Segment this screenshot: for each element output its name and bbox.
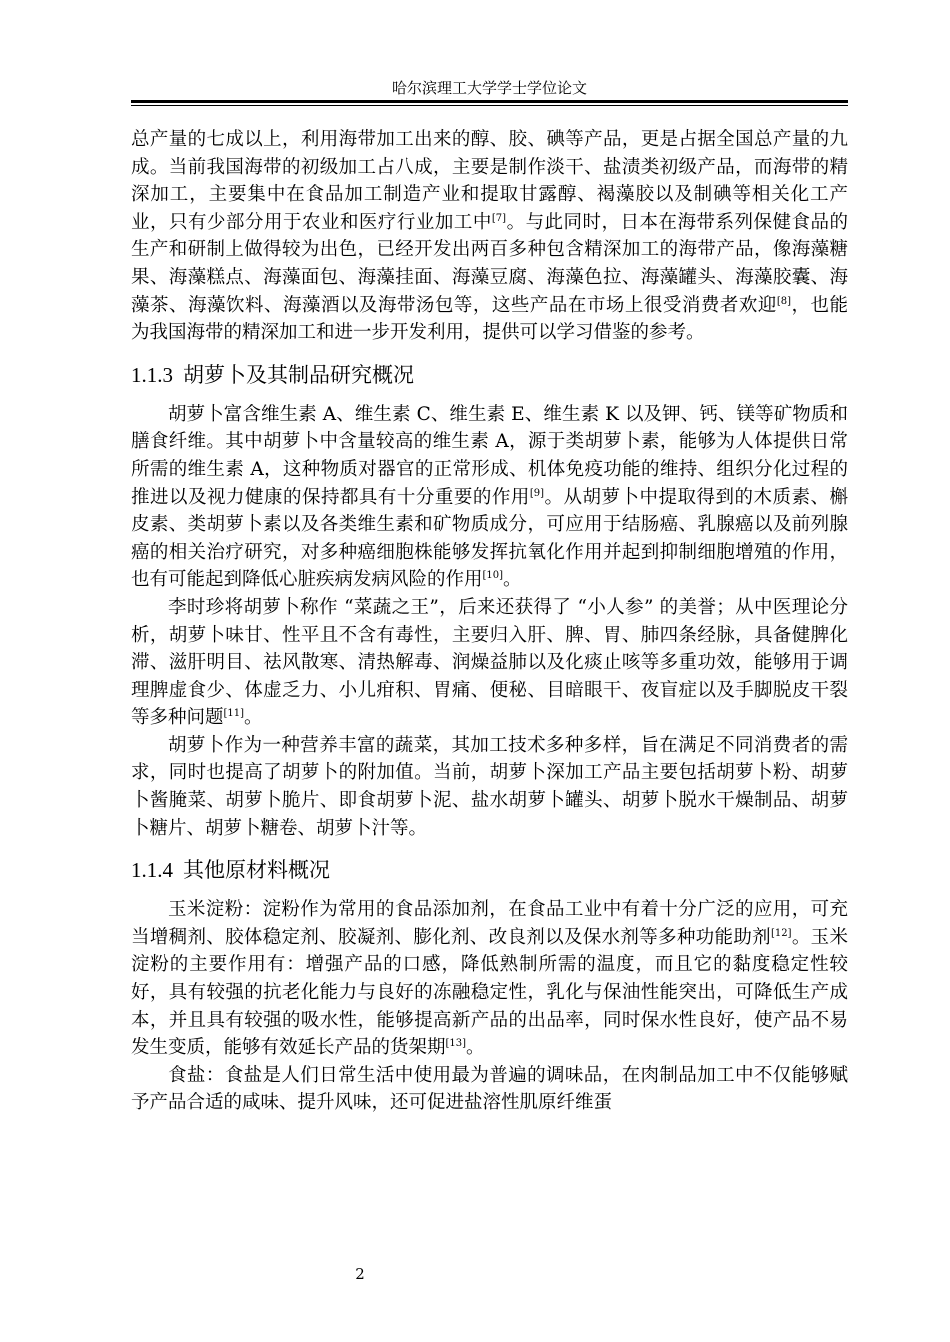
citation-ref: [12] [770,927,792,939]
citation-ref: [10] [482,570,504,582]
intro-paragraph: 总产量的七成以上，利用海带加工出来的醇、胶、碘等产品，更是占据全国总产量的九成。当前我国海带的初级加工占八成，主要是制作淡干、盐渍类初级产品，而海带的精深加工，主要集中在食品加工制造产业和提取甘露醇、褐藻胶以及制碘等相关化工产业，只有少部分用于农业和医疗行业加工中[7]。与此同时，日本在海带系列保健食品的生产和研制上做得较为出色，已经开发出两百多种包含精深加工的海带产品，像海藻糖果、海藻糕点、海藻面包、海藻挂面、海藻豆腐、海藻色拉、海藻罐头、海藻胶囊、海藻茶、海藻饮料、海藻酒以及海带汤包等，这些产品在市场上很受消费者欢迎[8]，也能为我国海带的精深加工和进一步开发利用，提供可以学习借鉴的参考。 [131,129,848,344]
paragraph-corn-starch: 玉米淀粉：淀粉作为常用的食品添加剂，在食品工业中有着十分广泛的应用，可充当增稠剂、胶体稳定剂、胶凝剂、膨化剂、改良剂以及保水剂等多种功能助剂[12]。玉米淀粉的主要作用有：增强产品的口感，降低熟制所需的温度，而且它的黏度稳定性较好，具有较强的抗老化能力与良好的冻融稳定性，乳化与保油性能突出，可降低生产成本，并且具有较强的吸水性，能够提高新产品的出品率，同时保水性良好，使产品不易发生变质，能够有效延长产品的货架期[13]。 [131,899,848,1059]
section-number: 1.1.4 [131,858,173,883]
page-body [131,126,848,1117]
paragraph-carrot-nutrition: 胡萝卜富含维生素 A、维生素 C、维生素 E、维生素 K 以及钾、钙、镁等矿物质和膳食纤维。其中胡萝卜中含量较高的维生素 A，源于类胡萝卜素，能够为人体提供日常所需的维生素 A，这种物质对器官的正常形成、机体免疫功能的维持、组织分化过程的推进以及视力健康的保持都具有十分重要的作用[9]。从胡萝卜中提取得到的木质素、槲皮素、类胡萝卜素以及各类维生素和矿物质成分，可应用于结肠癌、乳腺癌以及前列腺癌的相关治疗研究，对多种癌细胞株能够发挥抗氧化作用并起到抑制细胞增殖的作用，也有可能起到降低心脏疾病发病风险的作用[10]。 [131,403,848,591]
section-heading-1-1-4 [131,856,848,884]
header-rule-thin [131,105,848,106]
paragraph-carrot-tcm: 李时珍将胡萝卜称作 “菜蔬之王”，后来还获得了 “小人参” 的美誉；从中医理论分析，胡萝卜味甘、性平且不含有毒性，主要归入肝、脾、胃、肺四条经脉，具备健脾化滞、滋肝明目、祛风散寒、清热解毒、润燥益肺以及化痰止咳等多重功效，能够用于调理脾虚食少、体虚乏力、小儿疳积、胃痛、便秘、目暗眼干、夜盲症以及手脚脱皮干裂等多种问题[11]。 [131,596,848,729]
citation-ref: [13] [445,1038,467,1050]
section-title: 胡萝卜及其制品研究概况 [183,362,414,387]
citation-ref: [8] [776,295,791,307]
section-title: 其他原材料概况 [183,858,330,883]
paragraph-salt: 食盐：食盐是人们日常生活中使用最为普遍的调味品，在肉制品加工中不仅能够赋予产品合适的咸味、提升风味，还可促进盐溶性肌原纤维蛋 [131,1064,848,1114]
paragraph-carrot-processing: 胡萝卜作为一种营养丰富的蔬菜，其加工技术多种多样，旨在满足不同消费者的需求，同时也提高了胡萝卜的附加值。当前，胡萝卜深加工产品主要包括胡萝卜粉、胡萝卜酱腌菜、胡萝卜脆片、即食胡萝卜泥、盐水胡萝卜罐头、胡萝卜脱水干燥制品、胡萝卜糖片、胡萝卜糖卷、胡萝卜汁等。 [131,734,848,839]
header-rule-thick [131,100,848,103]
citation-ref: [11] [223,708,245,720]
citation-ref: [9] [529,487,545,499]
running-header: 哈尔滨理工大学学士学位论文 [391,79,587,97]
citation-ref: [7] [491,212,507,224]
section-heading-1-1-3 [131,361,848,389]
section-number: 1.1.3 [131,362,173,387]
page-number: 2 [355,1265,365,1283]
